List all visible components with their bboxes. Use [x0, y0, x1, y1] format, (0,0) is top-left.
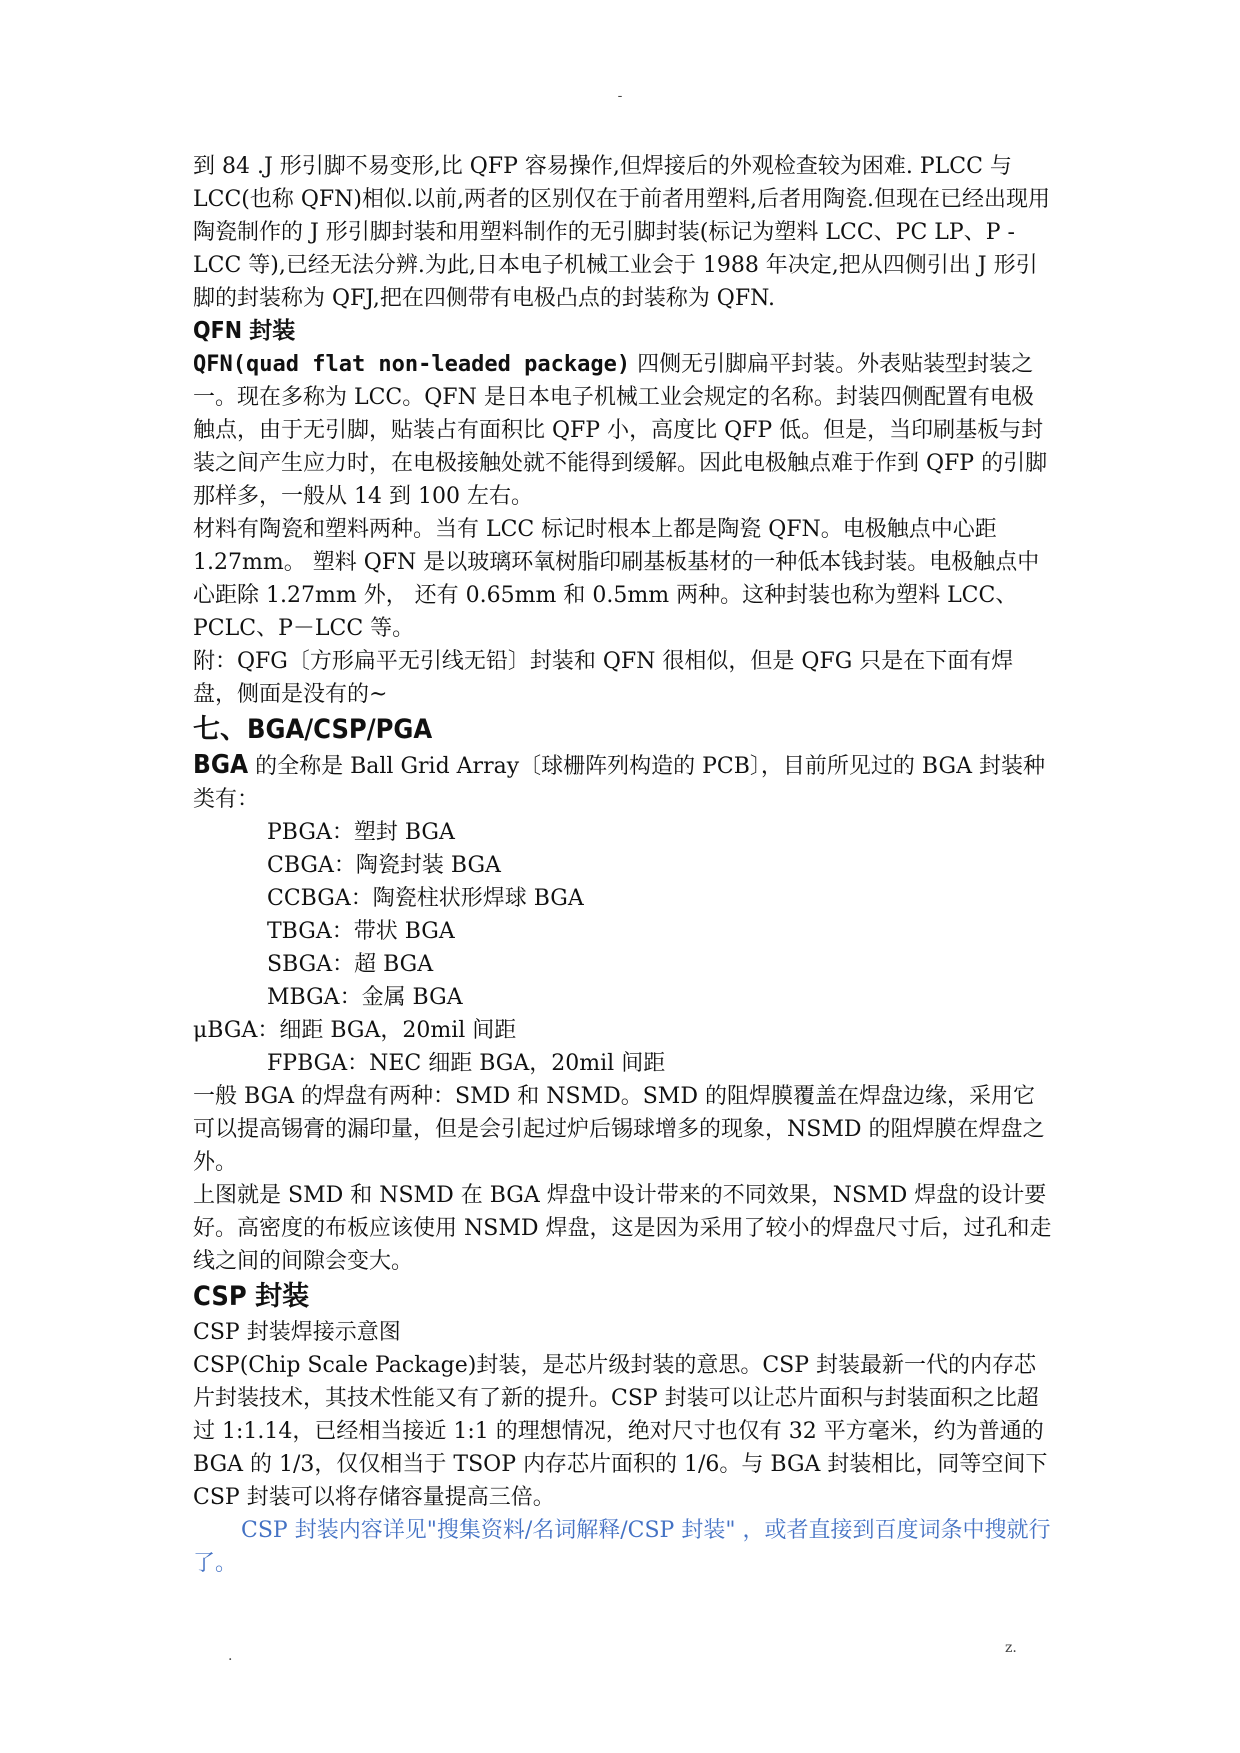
qfn-paragraph-1	[193, 348, 1053, 513]
csp-paragraph: CSP(Chip Scale Package)封装，是芯片级封装的意思。CSP 封装最新一代的内存芯片封装技术，其技术性能又有了新的提升。CSP 封装可以让芯片面积与封装面积之比超过 1:1.14，已经相当接近 1:1 的理想情况，绝对尺寸也仅有 32 平方毫米，约为普通的 BGA 的 1/3，仅仅相当于 TSOP 内存芯片面积的 1/6。与 BGA 封装相比，同等空间下 CSP 封装可以将存储容量提高三倍。	[193, 1353, 1048, 1510]
qfn-heading: QFN 封装	[193, 318, 296, 344]
header-mark: -	[617, 88, 623, 104]
nsmd-paragraph: 上图就是 SMD 和 NSMD 在 BGA 焊盘中设计带来的不同效果，NSMD 焊盘的设计要好。高密度的布板应该使用 NSMD 焊盘，这是因为采用了较小的焊盘尺寸后，过孔和走线之间的间隙会变大。	[193, 1183, 1052, 1274]
bga-intro	[193, 749, 1053, 816]
qfn-lead-term: QFN(quad flat non-leaded package)	[193, 352, 631, 377]
bga-type-item: CCBGA：陶瓷柱状形焊球 BGA	[267, 886, 584, 911]
section-7-heading: 七、BGA/CSP/PGA	[193, 714, 433, 745]
bga-type-item: PBGA：塑封 BGA	[267, 820, 455, 845]
bga-type-item: MBGA：金属 BGA	[267, 985, 463, 1010]
bga-type-item: CBGA：陶瓷封装 BGA	[267, 853, 501, 878]
intro-paragraph: 到 84 .J 形引脚不易变形,比 QFP 容易操作,但焊接后的外观检查较为困难. PLCC 与 LCC(也称 QFN)相似.以前,两者的区别仅在于前者用塑料,后者用陶瓷.但现在已经出现用陶瓷制作的 J 形引脚封装和用塑料制作的无引脚封装(标记为塑料 LCC、PC LP、P -LCC 等),已经无法分辨.为此,日本电子机械工业会于 1988 年决定,把从四侧引出 J 形引脚的封装称为 QFJ,把在四侧带有电极凸点的封装称为 QFN.	[193, 154, 1050, 311]
qfn-note: 附：QFG〔方形扁平无引线无铅〕封装和 QFN 很相似，但是 QFG 只是在下面有焊盘，侧面是没有的~	[193, 649, 1014, 707]
csp-heading: CSP 封装	[193, 1281, 310, 1312]
csp-caption: CSP 封装焊接示意图	[193, 1320, 401, 1345]
fpbga-line: FPBGA：NEC 细距 BGA，20mil 间距	[267, 1051, 666, 1076]
footer-right-mark: z.	[1005, 1640, 1017, 1656]
csp-reference-link[interactable]: CSP 封装内容详见"搜集资料/名词解释/CSP 封装" ，或者直接到百度词条中搜就行了。	[193, 1518, 1051, 1576]
document-body	[193, 150, 1053, 1580]
bga-type-item: TBGA：带状 BGA	[267, 919, 455, 944]
qfn-paragraph-2: 材料有陶瓷和塑料两种。当有 LCC 标记时根本上都是陶瓷 QFN。电极触点中心距 1.27mm。 塑料 QFN 是以玻璃环氧树脂印刷基板基材的一种低本钱封装。电极触点中心距除 1.27mm 外， 还有 0.65mm 和 0.5mm 两种。这种封装也称为塑料 LCC、PCLC、P－LCC 等。	[193, 517, 1040, 641]
ubga-line: μBGA：细距 BGA，20mil 间距	[193, 1018, 517, 1043]
bga-intro-text: 的全称是 Ball Grid Array〔球栅阵列构造的 PCB〕，目前所见过的 BGA 封装种类有：	[193, 754, 1045, 812]
footer-left-mark: .	[228, 1648, 233, 1664]
qfn-paragraph-1-text: 四侧无引脚扁平封装。外表贴装型封装之一。现在多称为 LCC。QFN 是日本电子机械工业会规定的名称。封装四侧配置有电极触点，由于无引脚，贴装占有面积比 QFP 小，高度比 QFP 低。但是，当印刷基板与封装之间产生应力时，在电极接触处就不能得到缓解。因此电极触点难于作到 QFP 的引脚那样多，一般从 14 到 100 左右。	[193, 352, 1048, 509]
bga-type-item: SBGA：超 BGA	[267, 952, 434, 977]
smd-paragraph: 一般 BGA 的焊盘有两种：SMD 和 NSMD。SMD 的阻焊膜覆盖在焊盘边缘，采用它可以提高锡膏的漏印量，但是会引起过炉后锡球增多的现象，NSMD 的阻焊膜在焊盘之外。	[193, 1084, 1045, 1175]
bga-term: BGA	[193, 750, 249, 780]
